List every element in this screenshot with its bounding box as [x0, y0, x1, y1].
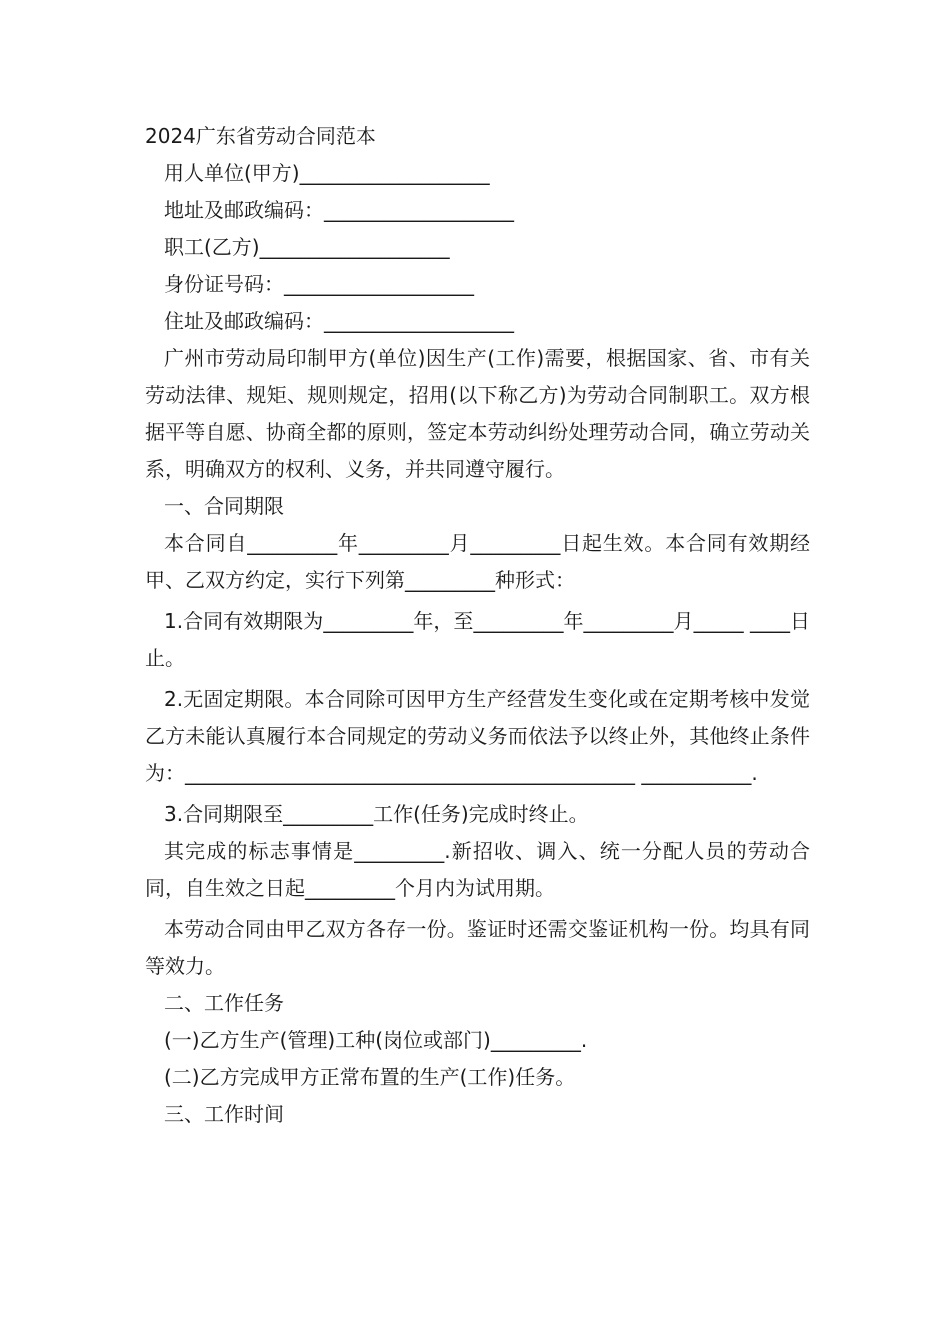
section3-heading: 三、工作时间 — [164, 1102, 284, 1126]
section2-item1: (一)乙方生产(管理)工种(岗位或部门)_________. — [164, 1028, 588, 1052]
section1-item3: 3.合同期限至_________工作(任务)完成时终止。 — [164, 802, 589, 826]
section1-para3: 本劳动合同由甲乙双方各存一份。鉴证时还需交鉴证机构一份。均具有同等效力。 — [145, 917, 810, 978]
document-page — [145, 118, 810, 1133]
document-title: 2024广东省劳动合同范本 — [145, 124, 376, 148]
field-employee-address: 住址及邮政编码：___________________ — [164, 309, 514, 333]
field-employer-address: 地址及邮政编码：___________________ — [164, 198, 514, 222]
intro-paragraph: 广州市劳动局印制甲方(单位)因生产(工作)需要，根据国家、省、市有关劳动法律、规矩、规则规定，招用(以下称乙方)为劳动合同制职工。双方根据平等自愿、协商全都的原则，签定本劳动纠纷处理劳动合同，确立劳动关系，明确双方的权利、义务，并共同遵守履行。 — [145, 346, 810, 481]
section1-heading: 一、合同期限 — [164, 494, 284, 518]
section1-para1: 本合同自_________年_________月_________日起生效。本合同有效期经甲、乙双方约定，实行下列第_________种形式： — [145, 531, 810, 592]
section2-item2: (二)乙方完成甲方正常布置的生产(工作)任务。 — [164, 1065, 576, 1089]
section2-heading: 二、工作任务 — [164, 991, 284, 1015]
section1-item1: 1.合同有效期限为_________年，至_________年_________月_____ ____日止。 — [145, 609, 810, 670]
field-employer: 用人单位(甲方)___________________ — [164, 161, 490, 185]
section1-item2: 2.无固定期限。本合同除可因甲方生产经营发生变化或在定期考核中发觉乙方未能认真履行本合同规定的劳动义务而依法予以终止外，其他终止条件为：_____________________________________________ ___________. — [145, 687, 810, 785]
field-id-number: 身份证号码：___________________ — [164, 272, 474, 296]
field-employee: 职工(乙方)___________________ — [164, 235, 450, 259]
section1-para2: 其完成的标志事情是_________.新招收、调入、统一分配人员的劳动合同，自生效之日起_________个月内为试用期。 — [145, 839, 810, 900]
